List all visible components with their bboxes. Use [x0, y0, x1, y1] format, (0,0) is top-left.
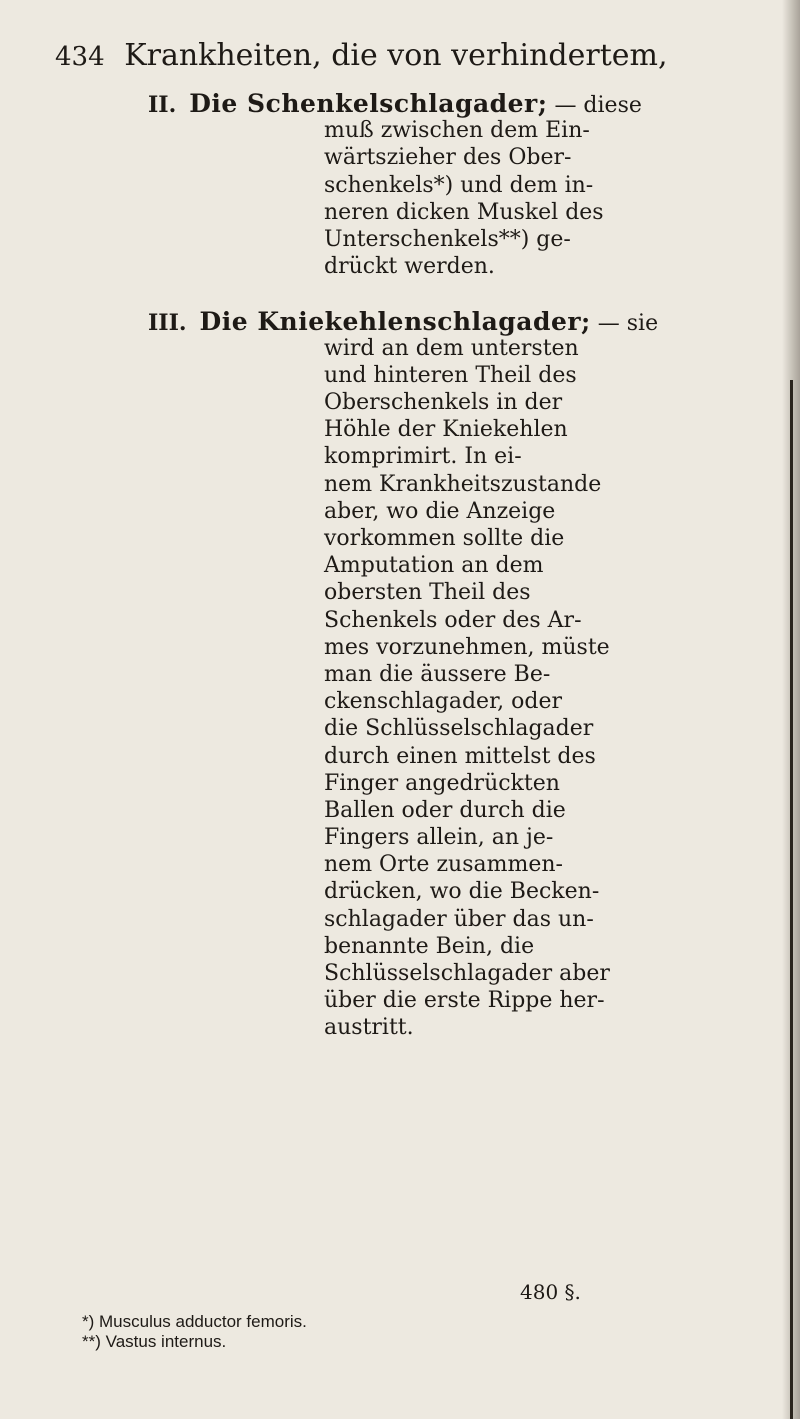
section-term: Die Schenkelschlagader;: [189, 89, 548, 118]
text-line: Finger angedrückten: [324, 770, 560, 796]
text-line: wird an dem untersten: [324, 335, 579, 361]
running-header: [55, 38, 755, 78]
running-title: Krankheiten, die von verhindertem,: [124, 38, 668, 73]
text-line: komprimirt. In ei-: [324, 444, 522, 470]
text-line: nem Krankheitszustande: [324, 471, 602, 497]
text-column: [148, 90, 768, 1042]
text-line: — sie: [597, 310, 659, 336]
section-heading: [148, 308, 768, 335]
footnote: *) Musculus adductor femoris.: [82, 1312, 307, 1331]
text-line: obersten Theil des: [324, 580, 531, 606]
text-line: Unterschenkels**) ge-: [324, 226, 571, 252]
text-line: neren dicken Muskel des: [324, 199, 604, 225]
margin-rule: [790, 380, 793, 1419]
text-line: drücken, wo die Becken-: [324, 879, 600, 905]
text-line: man die äussere Be-: [324, 661, 551, 687]
text-line: austritt.: [324, 1015, 414, 1041]
text-line: Amputation an dem: [324, 553, 544, 579]
text-line: Fingers allein, an je-: [324, 825, 554, 851]
text-line: durch einen mittelst des: [324, 743, 596, 769]
text-line: wärtszieher des Ober-: [324, 145, 572, 171]
text-line: Schlüsselschlagader aber: [324, 961, 610, 986]
text-line: vorkommen sollte die: [324, 526, 565, 551]
text-line: über die erste Rippe her-: [324, 988, 605, 1014]
text-line: und hinteren Theil des: [324, 362, 577, 388]
section-numeral: III.: [148, 309, 187, 336]
text-line: Ballen oder durch die: [324, 797, 566, 823]
text-line: Höhle der Kniekehlen: [324, 417, 568, 443]
text-line: Oberschenkels in der: [324, 390, 563, 416]
footnotes: [82, 1312, 582, 1352]
footnote: **) Vastus internus.: [82, 1332, 227, 1351]
section-numeral: II.: [148, 92, 177, 118]
page-number: 434: [55, 42, 105, 72]
text-line: mes vorzunehmen, müste: [324, 634, 610, 660]
signature-mark: 480 §.: [520, 1280, 581, 1304]
text-line: ckenschlagader, oder: [324, 689, 563, 715]
section-term: Die Kniekehlenschlagader;: [199, 306, 591, 336]
section-heading: [148, 90, 768, 117]
text-line: benannte Bein, die: [324, 933, 535, 959]
text-line: muß zwischen dem Ein-: [324, 118, 590, 144]
text-line: nem Orte zusammen-: [324, 852, 563, 878]
text-line: drückt werden.: [324, 254, 495, 280]
text-line: schlagader über das un-: [324, 906, 594, 932]
text-line: schenkels*) und dem in-: [324, 172, 594, 198]
text-line: Schenkels oder des Ar-: [324, 607, 582, 633]
text-line: — diese: [554, 93, 642, 118]
text-line: aber, wo die Anzeige: [324, 498, 556, 524]
text-line: die Schlüsselschlagader: [324, 716, 594, 742]
